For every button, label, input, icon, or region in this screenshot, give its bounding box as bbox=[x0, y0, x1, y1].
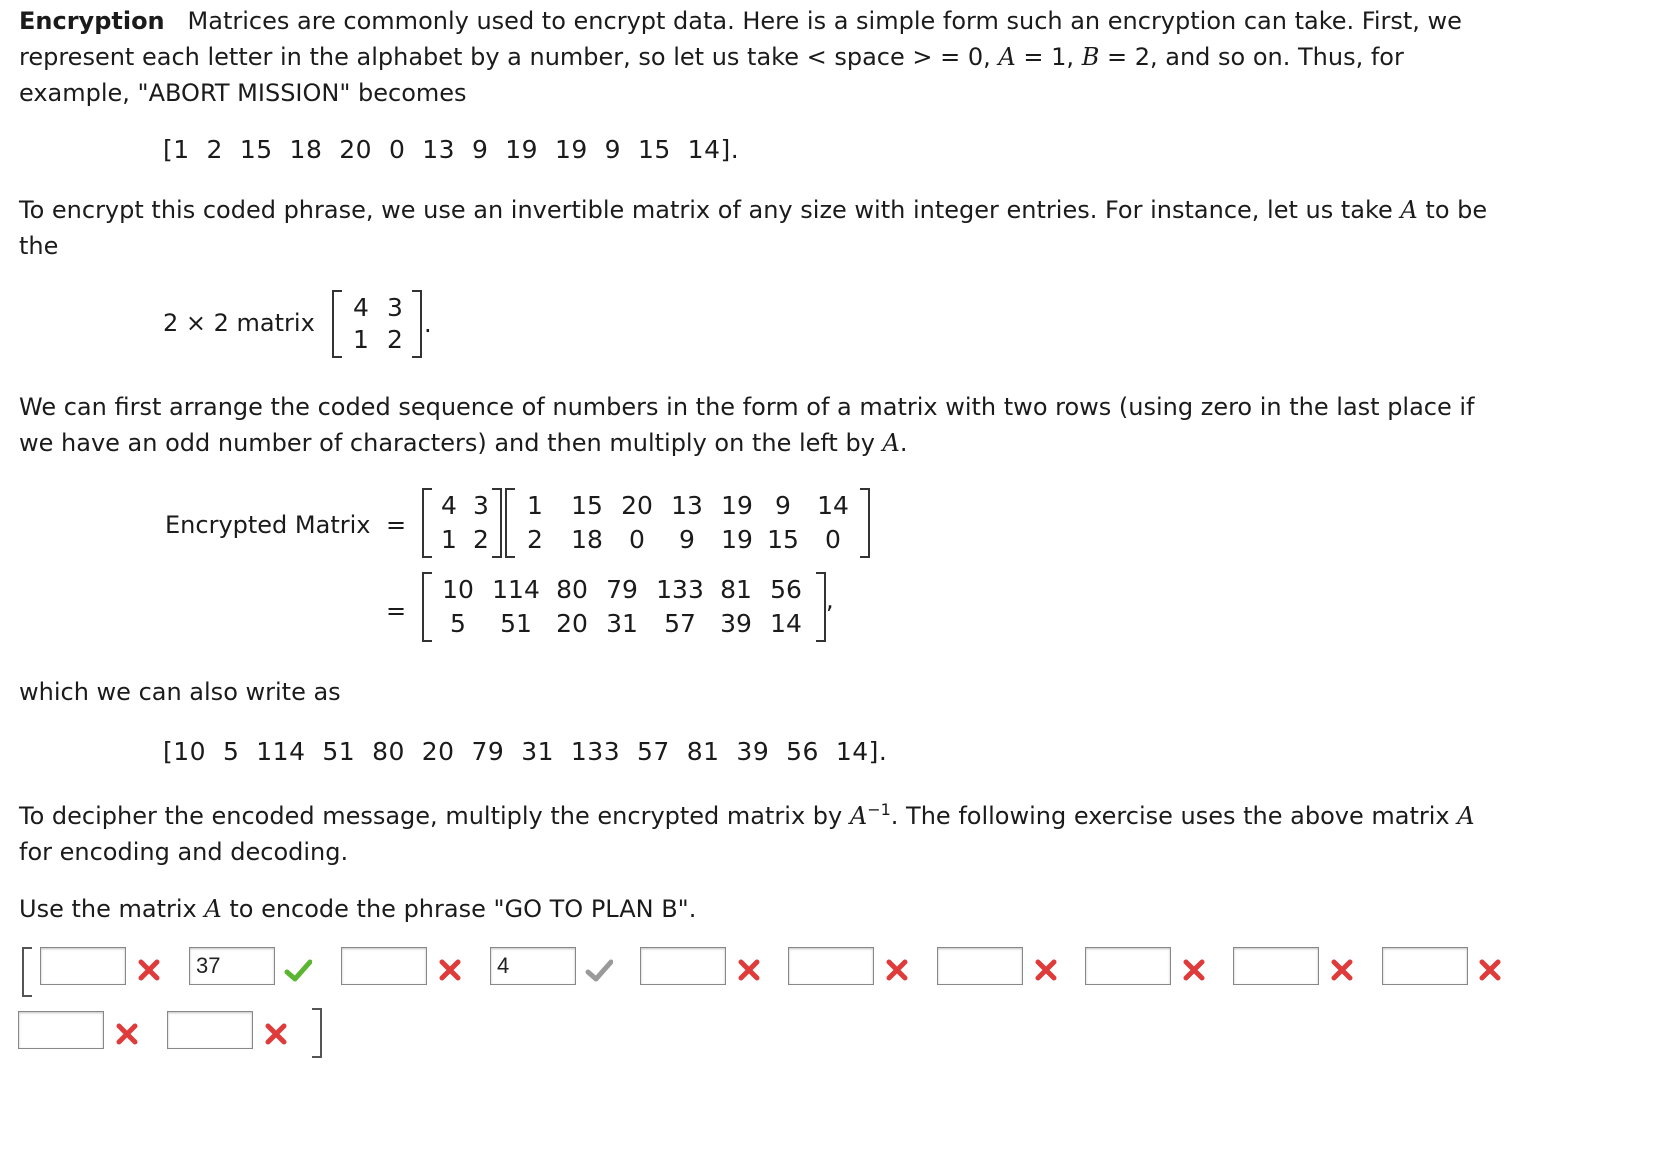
para3-line-1: We can first arrange the coded sequence of numbers in the form of a matrix with two rows (using zero in the last place if bbox=[19, 393, 1475, 421]
var-B: B bbox=[1081, 43, 1100, 71]
matrix-A bbox=[332, 290, 422, 358]
matrix-cell: 31 bbox=[606, 609, 638, 638]
matrix-cell: 0 bbox=[629, 525, 645, 554]
matrix-cell: 4 bbox=[353, 293, 369, 322]
x-icon bbox=[883, 956, 911, 984]
matrix-cell: 9 bbox=[679, 525, 695, 554]
var-A: A bbox=[849, 802, 868, 830]
var-A: A bbox=[1400, 196, 1418, 224]
answer-input-6[interactable] bbox=[788, 947, 874, 985]
matrix-cell: 14 bbox=[770, 609, 802, 638]
para5-line-1b: . The following exercise uses the above matrix bbox=[890, 802, 1450, 830]
matrix-cell: 15 bbox=[571, 491, 603, 520]
matrix-cell: 18 bbox=[571, 525, 603, 554]
para-encrypt bbox=[19, 192, 1629, 264]
matrix-cell: 1 bbox=[441, 525, 457, 554]
answer-input-9[interactable] bbox=[1233, 947, 1319, 985]
matrix-cell: 20 bbox=[556, 609, 588, 638]
var-A: A bbox=[998, 43, 1016, 71]
encrypted-label: Encrypted Matrix bbox=[165, 511, 371, 539]
answer-input-4[interactable] bbox=[490, 947, 576, 985]
x-icon bbox=[1476, 956, 1504, 984]
matrix-cell: 2 bbox=[473, 525, 489, 554]
question-text-b: to encode the phrase "GO TO PLAN B". bbox=[229, 895, 697, 923]
encrypted-A-matrix bbox=[422, 488, 502, 558]
check-icon bbox=[585, 956, 613, 984]
intro-text-2a: represent each letter in the alphabet by a number, so let us take bbox=[19, 43, 799, 71]
check-icon bbox=[284, 956, 312, 984]
x-icon bbox=[135, 956, 163, 984]
matrix-cell: 5 bbox=[450, 609, 466, 638]
trailing-comma: , bbox=[826, 586, 834, 614]
matrix-cell: 80 bbox=[556, 575, 588, 604]
matrix-cell: 14 bbox=[817, 491, 849, 520]
matrix-cell: 56 bbox=[770, 575, 802, 604]
intro-text-2c: = 1, bbox=[1023, 43, 1075, 71]
intro-text-3: example, "ABORT MISSION" becomes bbox=[19, 79, 467, 107]
inverse-exponent: −1 bbox=[867, 800, 891, 819]
para2-line-2: the bbox=[19, 232, 59, 260]
equals-sign-2: = bbox=[386, 597, 407, 625]
coded-sequence: [1 2 15 18 20 0 13 9 19 19 9 15 14]. bbox=[163, 135, 740, 164]
intro-text-2d: = 2, and so on. Thus, for bbox=[1106, 43, 1404, 71]
matrix-cell: 1 bbox=[353, 325, 369, 354]
x-icon bbox=[1032, 956, 1060, 984]
result-matrix bbox=[422, 572, 826, 642]
matrix-cell: 13 bbox=[671, 491, 703, 520]
intro-text-2b: = 0, bbox=[940, 43, 991, 71]
matrix-cell: 51 bbox=[500, 609, 532, 638]
para5-line-2: for encoding and decoding. bbox=[19, 838, 349, 866]
answer-input-7[interactable] bbox=[937, 947, 1023, 985]
para-write-as: which we can also write as bbox=[19, 678, 341, 706]
matrix-cell: 114 bbox=[492, 575, 540, 604]
matrix-cell: 19 bbox=[721, 525, 753, 554]
x-icon bbox=[262, 1020, 290, 1048]
para5-line-1a: To decipher the encoded message, multiply the encrypted matrix by bbox=[19, 802, 843, 830]
matrix-cell: 10 bbox=[442, 575, 474, 604]
matrix-cell: 39 bbox=[720, 609, 752, 638]
answer-input-12[interactable] bbox=[167, 1011, 253, 1049]
answer-input-1[interactable] bbox=[40, 947, 126, 985]
matrix-cell: 4 bbox=[441, 491, 457, 520]
matrix-cell: 3 bbox=[473, 491, 489, 520]
answer-input-5[interactable] bbox=[640, 947, 726, 985]
x-icon bbox=[113, 1020, 141, 1048]
matrix-cell: 79 bbox=[606, 575, 638, 604]
answer-input-11[interactable] bbox=[18, 1011, 104, 1049]
matrix-label: 2 × 2 matrix bbox=[163, 309, 315, 337]
x-icon bbox=[1328, 956, 1356, 984]
answer-input-2[interactable] bbox=[189, 947, 275, 985]
matrix-cell: 9 bbox=[775, 491, 791, 520]
var-A: A bbox=[204, 895, 222, 923]
encrypted-sequence: [10 5 114 51 80 20 79 31 133 57 81 39 56 14]. bbox=[163, 737, 888, 766]
coded-matrix bbox=[505, 488, 870, 558]
matrix-cell: 0 bbox=[825, 525, 841, 554]
question-text-a: Use the matrix bbox=[19, 895, 197, 923]
matrix-cell: 57 bbox=[664, 609, 696, 638]
matrix-cell: 2 bbox=[527, 525, 543, 554]
var-A: A bbox=[1457, 802, 1475, 830]
para-decipher bbox=[19, 798, 1629, 870]
intro-text-1: Matrices are commonly used to encrypt data. Here is a simple form such an encryption can take. First, we bbox=[187, 7, 1462, 35]
section-heading: Encryption bbox=[19, 7, 165, 35]
matrix-cell: 133 bbox=[656, 575, 704, 604]
matrix-cell: 81 bbox=[720, 575, 752, 604]
equals-sign-1: = bbox=[386, 511, 407, 539]
answer-input-10[interactable] bbox=[1382, 947, 1468, 985]
var-A: A bbox=[882, 429, 900, 457]
para3-line-2b: . bbox=[899, 429, 908, 457]
matrix-cell: 15 bbox=[767, 525, 799, 554]
para-arrange bbox=[19, 389, 1629, 461]
matrix-cell: 2 bbox=[387, 325, 403, 354]
matrix-cell: 1 bbox=[527, 491, 543, 520]
matrix-cell: 3 bbox=[387, 293, 403, 322]
space-token: < space > bbox=[806, 43, 933, 71]
para2-line-1a: To encrypt this coded phrase, we use an invertible matrix of any size with integer entries. For instance, let us take bbox=[19, 196, 1393, 224]
para3-line-2a: we have an odd number of characters) and then multiply on the left by bbox=[19, 429, 875, 457]
x-icon bbox=[1180, 956, 1208, 984]
answer-input-3[interactable] bbox=[341, 947, 427, 985]
matrix-suffix: . bbox=[424, 310, 432, 338]
answer-close-bracket bbox=[312, 1008, 322, 1058]
answer-open-bracket bbox=[22, 947, 32, 997]
matrix-cell: 20 bbox=[621, 491, 653, 520]
answer-input-8[interactable] bbox=[1085, 947, 1171, 985]
x-icon bbox=[436, 956, 464, 984]
intro-paragraph bbox=[19, 3, 1629, 111]
question-prompt bbox=[19, 891, 1629, 927]
matrix-cell: 19 bbox=[721, 491, 753, 520]
x-icon bbox=[735, 956, 763, 984]
para2-line-1b: to be bbox=[1425, 196, 1488, 224]
